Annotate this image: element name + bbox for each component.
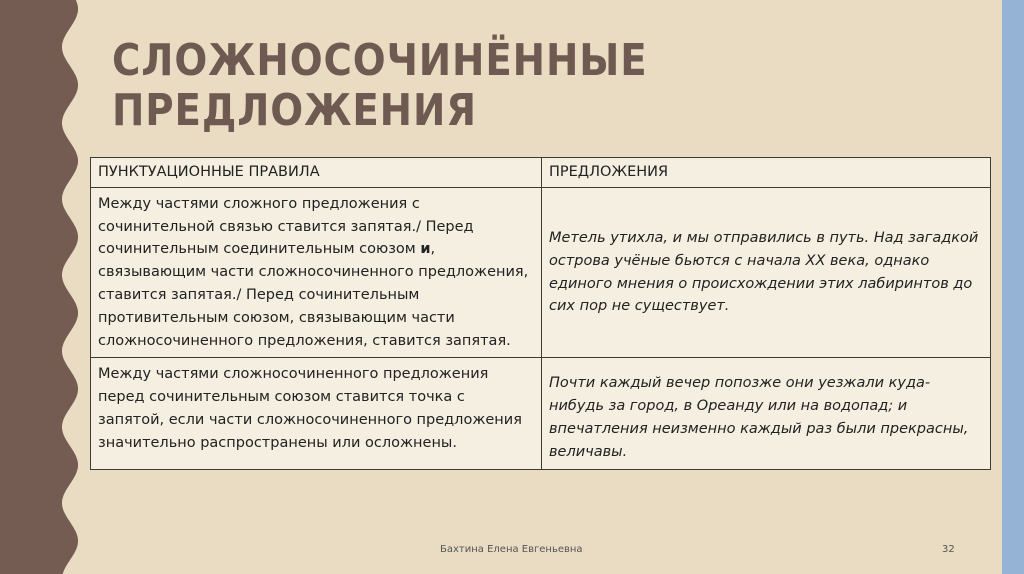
- rule-bold-text: и: [420, 241, 431, 258]
- table-header-row: [91, 158, 991, 188]
- wavy-side-decoration: [0, 0, 90, 574]
- column-header: ПУНКТУАЦИОННЫЕ ПРАВИЛА: [91, 158, 542, 188]
- slide-title: [112, 36, 648, 136]
- example-cell: Почти каждый вечер попозже они уезжали куда-нибудь за город, в Ореанду или на водопад; и впечатления неизменно каждый раз были прекрасны, величавы.: [542, 358, 991, 469]
- rule-cell: [91, 187, 542, 358]
- footer-author: Бахтина Елена Евгеньевна: [440, 544, 583, 555]
- wave-shape: [0, 0, 78, 574]
- rule-text: Между частями сложного предложения с сочинительной связью ставится запятая./ Перед сочинительным соединительным союзом: [98, 195, 474, 258]
- example-cell: Метель утихла, и мы отправились в путь. Над загадкой острова учёные бьются с начала XX века, однако единого мнения о происхождении этих лабиринтов до сих пор не существует.: [542, 187, 991, 358]
- rule-cell: Между частями сложносочиненного предложения перед сочинительным союзом ставится точка с запятой, если части сложносочиненного предложения значительно распространены или осложнены.: [91, 358, 542, 469]
- page-number: 32: [942, 544, 955, 555]
- table-row: [91, 358, 991, 469]
- rules-table: [90, 157, 991, 470]
- blue-side-bar: [1002, 0, 1024, 574]
- column-header: ПРЕДЛОЖЕНИЯ: [542, 158, 991, 188]
- rule-text: , связывающим части сложносочиненного предложения, ставится запятая./ Перед сочинительным противительным союзом, связывающим части сложносочиненного предложения, ставится запятая.: [98, 241, 529, 349]
- table-row: [91, 187, 991, 358]
- title-line: СЛОЖНОСОЧИНЁННЫЕ: [112, 35, 648, 86]
- title-line: ПРЕДЛОЖЕНИЯ: [112, 85, 477, 136]
